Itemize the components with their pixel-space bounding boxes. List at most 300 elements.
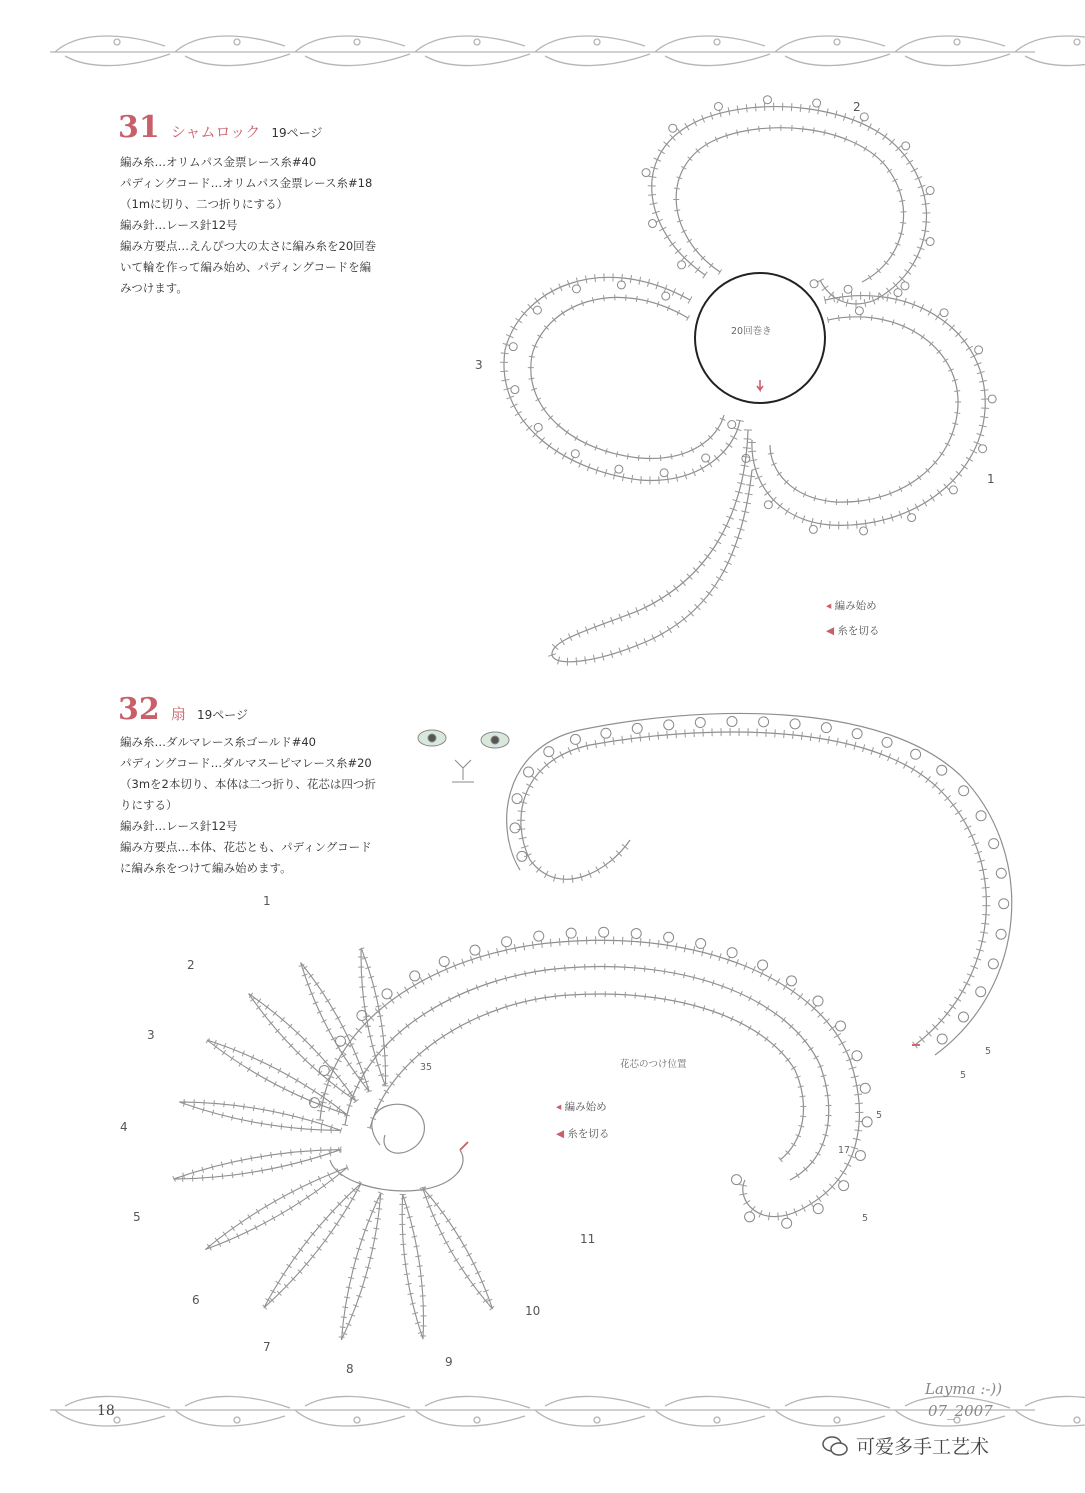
picot	[911, 749, 921, 759]
picot	[632, 723, 642, 733]
legend-cut-label: 糸を切る	[567, 1128, 610, 1140]
stitch-tick	[352, 1071, 357, 1074]
stitch-tick	[243, 1104, 244, 1110]
stitch-tick	[415, 1256, 421, 1257]
pattern-32-legend-cut	[556, 1126, 609, 1141]
stitch-tick	[649, 733, 650, 741]
stitch-tick	[798, 1125, 804, 1126]
stitch-tick	[622, 736, 623, 744]
stitch-tick	[667, 731, 668, 739]
picot	[599, 927, 609, 937]
stitch-tick	[231, 1159, 232, 1165]
stitch-tick	[635, 993, 636, 999]
stitch-tick	[334, 1223, 339, 1226]
stitch-tick	[342, 1307, 348, 1308]
stitch-tick	[281, 1164, 282, 1170]
stitch-tick	[853, 1085, 861, 1086]
picot	[745, 1212, 755, 1222]
stitch-tick	[555, 993, 556, 999]
stitch-tick	[257, 999, 261, 1004]
stitch-tick	[292, 1256, 297, 1259]
stitch-tick	[825, 1095, 831, 1096]
picot	[976, 811, 986, 821]
stitch-tick	[376, 1208, 382, 1209]
picot	[570, 734, 580, 744]
stitch-tick	[281, 1151, 282, 1157]
stitch-tick	[281, 1273, 286, 1276]
picot	[860, 1083, 870, 1093]
stitch-tick	[541, 940, 542, 948]
signature-date: 07_2007	[928, 1402, 993, 1420]
stitch-tick	[518, 811, 526, 812]
picot	[601, 728, 611, 738]
repeat-label-4: 5	[862, 1213, 869, 1224]
stitch-tick	[419, 1286, 425, 1287]
petal-label-4: 4	[120, 1120, 128, 1134]
stitch-tick	[397, 992, 402, 999]
stitch-tick	[223, 1232, 227, 1237]
leaf-label-2: 2	[853, 100, 861, 114]
stitch-tick	[515, 973, 516, 979]
petal-label-10: 10	[525, 1304, 541, 1318]
stitch-tick	[825, 1125, 831, 1126]
picot	[510, 823, 520, 833]
stitch-tick	[342, 1090, 346, 1095]
stitch-tick	[250, 998, 255, 1001]
stitch-tick	[222, 1050, 225, 1055]
stitch-tick	[810, 733, 811, 741]
picot	[988, 959, 998, 969]
stitch-tick	[412, 1236, 418, 1237]
stitch-tick	[262, 1168, 263, 1174]
stitch-tick	[273, 1109, 274, 1115]
body-arc-mid	[345, 967, 829, 1180]
stitch-tick	[314, 1189, 317, 1194]
stitch-tick	[253, 1105, 254, 1111]
face-doodle	[418, 730, 509, 782]
stitch-tick	[362, 1006, 368, 1007]
picot	[813, 996, 823, 1006]
stitch-tick	[304, 1083, 307, 1088]
stitch-tick	[410, 1303, 416, 1304]
stitch-tick	[364, 1068, 369, 1071]
stitch-tick	[800, 1116, 806, 1117]
picot	[664, 932, 674, 942]
stitch-tick	[544, 871, 548, 878]
picot	[759, 717, 769, 727]
stitch-tick	[287, 1264, 292, 1267]
stitch-tick	[791, 988, 796, 995]
pattern-32-number: 32	[118, 692, 160, 727]
stitch-tick	[523, 943, 524, 951]
stitch-tick	[404, 1274, 410, 1275]
stitch-tick	[271, 1166, 272, 1172]
stitch-tick	[370, 1248, 376, 1249]
picot	[319, 1065, 329, 1075]
stitch-tick	[454, 1258, 459, 1261]
picot	[336, 1036, 346, 1046]
stitch-tick	[291, 1161, 292, 1167]
stitch-tick	[283, 1111, 284, 1117]
fan-petal	[341, 1193, 380, 1340]
picot	[727, 948, 737, 958]
info-line: （3mを2本切り、本体は二つ折り、花芯は四つ折	[120, 777, 376, 791]
signature-name: Layma :-))	[925, 1380, 1003, 1398]
flower-position-label: 花芯のつけ位置	[620, 1059, 687, 1070]
fan-petal	[173, 1150, 340, 1180]
stitch-tick	[531, 776, 538, 781]
petal-label-1: 1	[263, 894, 271, 908]
info-line: りにする）	[120, 798, 178, 812]
stitch-tick	[401, 1254, 407, 1255]
stitch-tick	[823, 1085, 829, 1086]
stitch-tick	[613, 737, 614, 745]
picot	[382, 989, 392, 999]
stitch-tick	[525, 998, 526, 1004]
stitch-tick	[631, 937, 632, 945]
stitch-tick	[854, 1094, 862, 1095]
stitch-tick	[380, 1036, 386, 1037]
stitch-tick	[409, 1226, 415, 1227]
info-line: 編み方要点…本体、花芯とも、パディングコード	[120, 840, 372, 854]
center-spiral	[372, 1104, 425, 1153]
petal-label-11: 11	[580, 1232, 596, 1246]
stitch-tick	[802, 1205, 806, 1212]
picot	[512, 794, 522, 804]
stitch-tick	[221, 1162, 222, 1168]
repeat-label-3: 5	[876, 1110, 883, 1121]
info-line: パディングコード…オリムパス金票レース糸#18	[120, 176, 373, 190]
picot	[566, 928, 576, 938]
stitch-tick	[373, 996, 379, 997]
stitch-tick	[526, 784, 533, 788]
stitch-tick	[342, 1083, 347, 1087]
leaf-label-3: 3	[475, 358, 483, 372]
stitch-tick	[256, 1006, 261, 1010]
stitch-tick	[645, 994, 646, 1000]
stitch-tick	[743, 1200, 750, 1204]
fan-petal	[179, 1102, 341, 1130]
stitch-tick	[775, 729, 776, 737]
picot	[544, 747, 554, 757]
stitch-tick	[368, 1257, 374, 1258]
stitch-tick	[552, 756, 556, 763]
stitch-tick	[944, 1011, 950, 1016]
stitch-tick	[222, 1173, 223, 1179]
stitch-tick	[230, 1056, 233, 1061]
info-line: 編み方要点…えんぴつ大の太さに編み糸を20回巻	[120, 239, 377, 253]
stitch-tick	[224, 1101, 225, 1107]
picot	[534, 931, 544, 941]
stitch-tick	[323, 1239, 328, 1243]
stitch-tick	[231, 1226, 235, 1231]
petal-label-7: 7	[263, 1340, 271, 1354]
stitch-tick	[676, 730, 677, 738]
stitch-tick	[800, 1096, 806, 1097]
stitch-tick	[312, 1088, 315, 1093]
stitch-tick	[798, 994, 803, 1000]
stitch-tick	[644, 966, 645, 972]
stitch-tick	[377, 1199, 383, 1200]
stitch-tick	[346, 1287, 352, 1288]
info-line: 編み針…レース針12号	[120, 819, 238, 833]
stitch-tick	[442, 1034, 445, 1039]
info-line: いて輪を作って編み始め、パディングコードを編	[120, 260, 372, 274]
watermark-text: 可爱多手工艺术	[856, 1436, 990, 1458]
fan-petal	[402, 1194, 423, 1339]
fan-petal	[205, 1168, 347, 1250]
stitch-tick	[982, 887, 990, 888]
stitch-tick	[532, 941, 533, 949]
stitch-tick	[829, 1026, 835, 1031]
petal-label-6: 6	[192, 1293, 200, 1307]
stitch-tick	[981, 923, 989, 924]
stitch-tick	[834, 1033, 841, 1037]
picot	[787, 976, 797, 986]
picot	[524, 767, 534, 777]
stitch-tick	[414, 1017, 417, 1022]
info-line: に編み糸をつけて編み始めます。	[120, 861, 292, 875]
upper-scroll-outline	[521, 732, 986, 1045]
picot	[958, 1012, 968, 1022]
pattern-31-number: 31	[118, 110, 160, 145]
picot	[696, 939, 706, 949]
stitch-tick	[422, 1012, 425, 1017]
stitch-tick	[550, 939, 551, 947]
stitch-tick	[347, 1063, 352, 1066]
stitch-tick	[664, 996, 665, 1002]
picot	[882, 737, 892, 747]
picot	[839, 1181, 849, 1191]
stitch-tick	[301, 1126, 302, 1132]
stitch-tick	[471, 1283, 476, 1287]
stitch-tick	[596, 866, 600, 873]
stitch-tick	[261, 1121, 262, 1127]
cut-marker-icon: ◀	[826, 625, 835, 637]
stitch-tick	[375, 1218, 381, 1219]
picot	[996, 929, 1006, 939]
stitch-tick	[766, 1006, 769, 1011]
info-line: 編み糸…オリムパス金票レース糸#40	[120, 155, 317, 169]
pattern-32-legend-start	[556, 1099, 607, 1114]
stitch-tick	[783, 983, 787, 990]
stitch-tick	[301, 1149, 302, 1155]
petal-label-8: 8	[346, 1362, 354, 1376]
picot	[470, 945, 480, 955]
picot	[852, 1051, 862, 1061]
page-number: 18	[97, 1403, 115, 1419]
count-35-label: 35	[420, 1062, 433, 1073]
stitch-tick	[560, 751, 564, 758]
stitch-tick	[808, 1047, 813, 1050]
stitch-tick	[801, 732, 802, 740]
stitch-tick	[390, 1082, 395, 1086]
stitch-tick	[603, 862, 608, 869]
fan-petal	[264, 1183, 361, 1308]
stitch-tick	[276, 1281, 281, 1284]
stitch-tick	[451, 1227, 456, 1230]
stitch-tick	[784, 730, 785, 738]
stitch-tick	[664, 968, 665, 974]
stitch-tick	[674, 970, 675, 976]
stitch-tick	[949, 1004, 955, 1009]
stitch-tick	[234, 1102, 235, 1108]
repeat-label-2: 5	[960, 1070, 967, 1081]
info-line: （1mに切り、二つ折りにする）	[120, 197, 289, 211]
stitch-tick	[414, 1246, 420, 1247]
stitch-tick	[535, 996, 536, 1002]
stitch-tick	[325, 999, 330, 1002]
stitch-tick	[252, 1169, 253, 1175]
stitch-tick	[344, 1297, 350, 1298]
stitch-tick	[377, 1016, 383, 1017]
stitch-tick	[418, 1276, 424, 1277]
stitch-tick	[839, 1041, 846, 1045]
stitch-tick	[559, 938, 560, 946]
stitch-tick	[417, 1266, 423, 1267]
stitch-tick	[365, 1026, 371, 1027]
stitch-tick	[329, 1231, 334, 1234]
stitch-tick	[819, 734, 820, 742]
stitch-tick	[340, 1327, 346, 1328]
picot	[727, 716, 737, 726]
pattern-31-title: シャムロック	[170, 123, 261, 141]
stitch-tick	[265, 1204, 268, 1209]
stitch-tick	[684, 972, 685, 978]
stitch-tick	[381, 1046, 387, 1047]
stitch-tick	[232, 1172, 233, 1178]
fan-petal	[423, 1188, 493, 1309]
stitch-tick	[854, 1130, 862, 1131]
picot	[439, 956, 449, 966]
stitch-tick	[649, 939, 650, 947]
cut-marker-icon: ◀	[556, 1128, 565, 1140]
stitch-tick	[798, 1086, 804, 1087]
stitch-tick	[289, 1205, 292, 1210]
picot	[937, 765, 947, 775]
stitch-tick	[292, 1113, 293, 1119]
stitch-tick	[778, 1212, 779, 1220]
stitch-tick	[342, 1125, 348, 1126]
picot	[999, 899, 1009, 909]
stitch-tick	[339, 1337, 345, 1338]
pattern-32-title: 扇	[170, 705, 186, 723]
stitch-tick	[631, 735, 632, 743]
picot	[937, 1034, 947, 1044]
stitch-tick	[372, 1238, 378, 1239]
stitch-tick	[404, 987, 408, 994]
petal-label-9: 9	[445, 1355, 453, 1369]
stitch-tick	[674, 998, 675, 1004]
stitch-tick	[809, 1200, 813, 1207]
stitch-tick	[241, 1117, 242, 1123]
stitch-tick	[359, 987, 365, 988]
stitch-tick	[317, 1110, 325, 1111]
stitch-tick	[239, 1061, 242, 1066]
stitch-tick	[980, 932, 988, 933]
stitch-tick	[316, 1120, 324, 1121]
stitch-tick	[335, 1058, 342, 1062]
stitch-tick	[281, 1124, 282, 1130]
picot	[664, 720, 674, 730]
picot	[862, 1117, 872, 1127]
stitch-tick	[684, 1000, 685, 1006]
stitch-tick	[412, 982, 416, 989]
stitch-tick	[768, 1212, 769, 1220]
stitch-tick	[658, 940, 659, 948]
fan-start-arrow	[460, 1142, 468, 1150]
stitch-tick	[517, 829, 525, 830]
stitch-tick	[604, 739, 605, 747]
stitch-tick	[298, 1248, 303, 1252]
stitch-tick	[251, 1155, 252, 1161]
stitch-tick	[345, 1206, 350, 1209]
stitch-tick	[261, 1154, 262, 1160]
picot	[836, 1021, 846, 1031]
stitch-tick	[232, 1115, 233, 1121]
repeat-label-1: 5	[985, 1046, 992, 1057]
stitch-tick	[440, 1211, 445, 1215]
picot	[758, 960, 768, 970]
stitch-tick	[212, 1174, 213, 1180]
stitch-tick	[263, 1107, 264, 1113]
picot	[996, 868, 1006, 878]
stitch-tick	[340, 1214, 345, 1217]
stitch-tick	[239, 1220, 242, 1225]
stitch-tick	[654, 967, 655, 973]
picot	[782, 1218, 792, 1228]
stitch-tick	[271, 1122, 272, 1128]
stitch-tick	[545, 967, 546, 973]
info-line: 編み針…レース針12号	[120, 218, 238, 232]
info-line: 編み糸…ダルマレース糸ゴールド#40	[120, 735, 316, 749]
stitch-tick	[955, 810, 962, 815]
stitch-tick	[341, 1317, 347, 1318]
stitch-tick	[306, 1195, 309, 1200]
stitch-tick	[774, 1011, 778, 1016]
stitch-tick	[241, 1157, 242, 1163]
stitch-tick	[776, 978, 780, 985]
pattern-31-page-ref: 19ページ	[271, 126, 323, 140]
stitch-tick	[402, 1264, 408, 1265]
picot	[410, 971, 420, 981]
stitch-tick	[251, 1119, 252, 1125]
picot	[852, 729, 862, 739]
picot	[959, 786, 969, 796]
pattern-32-page-ref: 19ページ	[196, 708, 248, 722]
count-17-label: 17	[838, 1145, 851, 1156]
picot	[821, 723, 831, 733]
stitch-tick	[676, 943, 677, 951]
stitch-tick	[271, 1152, 272, 1158]
stitch-tick	[291, 1149, 292, 1155]
stitch-tick	[981, 878, 989, 879]
stitch-tick	[406, 1284, 412, 1285]
stitch-tick	[919, 771, 923, 778]
stitch-tick	[465, 1275, 470, 1278]
stitch-tick	[384, 1090, 389, 1093]
stitch-tick	[256, 1209, 259, 1214]
petal-label-3: 3	[147, 1028, 155, 1042]
leaf-label-1: 1	[987, 472, 995, 486]
stitch-tick	[640, 938, 641, 946]
stitch-tick	[291, 1125, 292, 1131]
picot	[989, 839, 999, 849]
stitch-tick	[248, 1214, 251, 1219]
wechat-icon	[822, 1435, 848, 1457]
stitch-tick	[457, 1236, 462, 1239]
stitch-tick	[525, 971, 526, 977]
